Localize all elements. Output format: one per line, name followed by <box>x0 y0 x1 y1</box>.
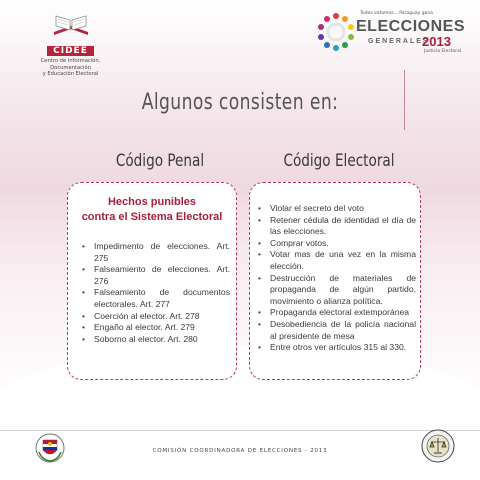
cidee-subtitle-line: Documentación <box>50 64 91 71</box>
book-icon <box>52 12 90 38</box>
list-item: • Engaño al elector. Art. 279 <box>82 322 230 334</box>
heading-line: contra el Sistema Electoral <box>81 211 223 223</box>
list-item: • Destrucción de materiales de propaganda de algún partido, movimiento o alianza política. <box>258 273 416 308</box>
cidee-logo <box>33 12 108 78</box>
list-item: • Falseamiento de elecciones. Art. 276 <box>82 264 230 287</box>
codigo-penal-list <box>82 241 230 345</box>
elecciones-tagline: Todos votamos... Paraguay gana <box>360 11 433 16</box>
cidee-name: CIDEE <box>47 46 94 56</box>
cidee-subtitle-line: Centro de Información, <box>40 58 101 64</box>
list-item: • Violar el secreto del voto <box>258 203 416 215</box>
page-title: Algunos consisten en: <box>141 90 339 115</box>
colorful-people-wreath-icon <box>314 10 358 54</box>
list-item: • Falseamiento de documentos electorales. Art. 277 <box>82 287 230 310</box>
elecciones-year: 2013 <box>422 34 451 49</box>
list-item: • Comprar votos. <box>258 238 416 250</box>
list-item: • Desobediencia de la policía nacional al presidente de mesa <box>258 319 416 342</box>
list-item: • Soborno al elector. Art. 280 <box>82 334 230 346</box>
elecciones-word: ELECCIONES <box>356 18 466 35</box>
justicia-electoral-label: Justicia Electoral <box>424 49 462 54</box>
list-item: • Entre otros ver artículos 315 al 330. <box>258 342 416 354</box>
justicia-electoral-seal-icon <box>420 428 456 464</box>
heading-line: Hechos punibles <box>107 196 197 208</box>
codigo-penal-box <box>67 182 237 380</box>
elecciones-2013-logo <box>314 8 464 56</box>
codigo-penal-title: Código Penal <box>115 151 205 171</box>
codigo-electoral-list <box>258 203 416 354</box>
list-item: • Coerción al elector. Art. 278 <box>82 311 230 323</box>
elecciones-generales: GENERALES <box>368 38 430 45</box>
list-item: • Votar mas de una vez en la misma elección. <box>258 249 416 272</box>
footer-divider <box>0 430 480 431</box>
codigo-electoral-title: Código Electoral <box>283 151 395 171</box>
codigo-electoral-box <box>249 182 421 380</box>
list-item: • Impedimento de elecciones. Art. 275 <box>82 241 230 264</box>
cidee-subtitle-line: y Educación Electoral <box>42 71 99 77</box>
footer-text: COMISIÓN COORDINADORA DE ELECCIONES - 2013 <box>152 448 328 454</box>
hechos-punibles-heading <box>68 195 236 225</box>
list-item: • Retener cédula de identidad el día de las elecciones. <box>258 215 416 238</box>
cidee-subtitle <box>33 58 108 78</box>
list-item: • Propaganda electoral extemporánea <box>258 307 416 319</box>
